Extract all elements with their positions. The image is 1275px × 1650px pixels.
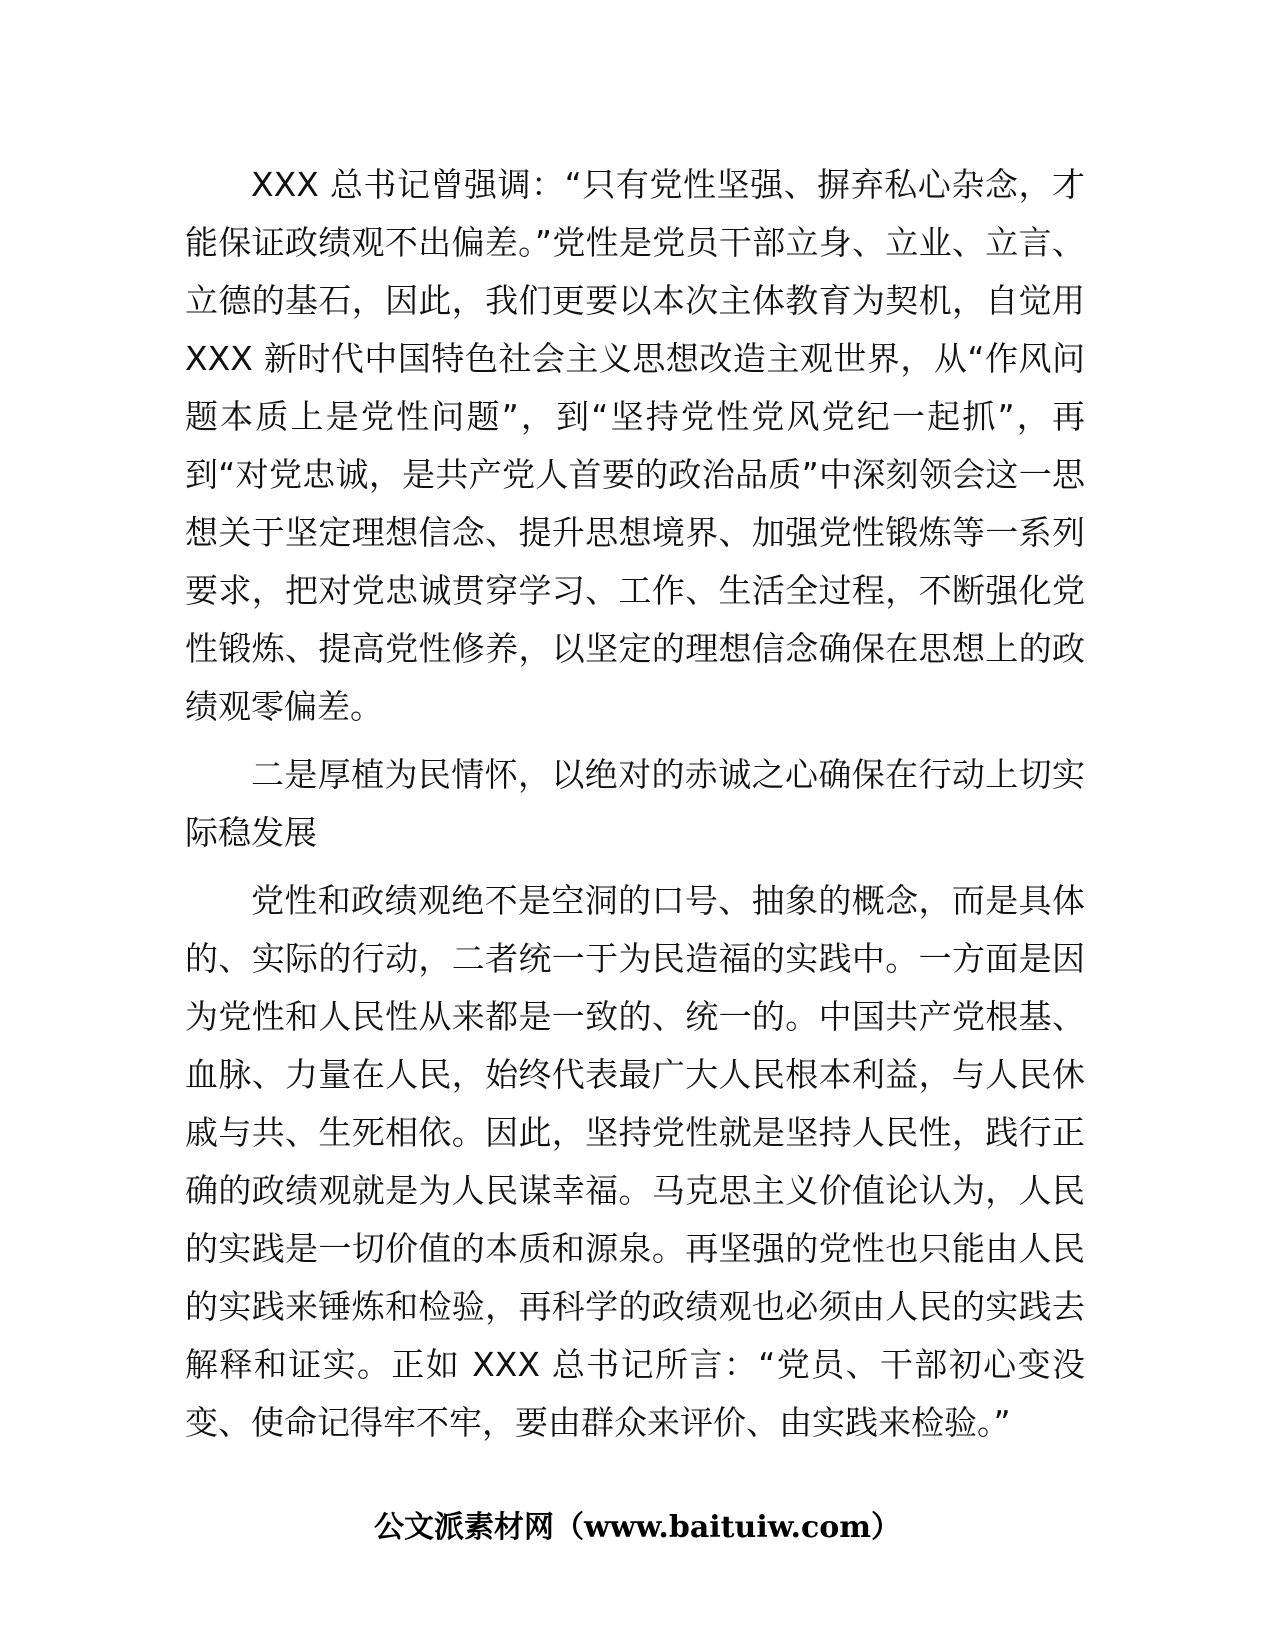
paragraph-party-spirit: XXX 总书记曾强调：“只有党性坚强、摒弃私心杂念，才能保证政绩观不出偏差。”党性是党员干部立身、立业、立言、立德的基石，因此，我们更要以本次主体教育为契机，自觉用 XXX 新时代中国特色社会主义思想改造主观世界，从“作风问题本质上是党性问题”，到“坚持党性党风党纪一起抓”，再到“对党忠诚，是共产党人首要的政治品质”中深刻领会这一思想关于坚定理想信念、提升思想境界、加强党性锻炼等一系列要求，把对党忠诚贯穿学习、工作、生活全过程，不断强化党性锻炼、提高党性修养，以坚定的理想信念确保在思想上的政绩观零偏差。 [185, 165, 1085, 726]
section-heading-two: 二是厚植为民情怀，以绝对的赤诚之心确保在行动上切实际稳发展 [185, 755, 1085, 852]
document-body [185, 156, 1085, 1462]
footer-watermark: 公文派素材网（www.baituiw.com） [373, 1510, 902, 1545]
paragraph-people-centered: 党性和政绩观绝不是空洞的口号、抽象的概念，而是具体的、实际的行动，二者统一于为民造福的实践中。一方面是因为党性和人民性从来都是一致的、统一的。中国共产党根基、血脉、力量在人民，始终代表最广大人民根本利益，与人民休戚与共、生死相依。因此，坚持党性就是坚持人民性，践行正确的政绩观就是为人民谋幸福。马克思主义价值论认为，人民的实践是一切价值的本质和源泉。再坚强的党性也只能由人民的实践来锤炼和检验，再科学的政绩观也必须由人民的实践去解释和证实。正如 XXX 总书记所言：“党员、干部初心变没变、使命记得牢不牢，要由群众来评价、由实践来检验。” [185, 881, 1085, 1442]
